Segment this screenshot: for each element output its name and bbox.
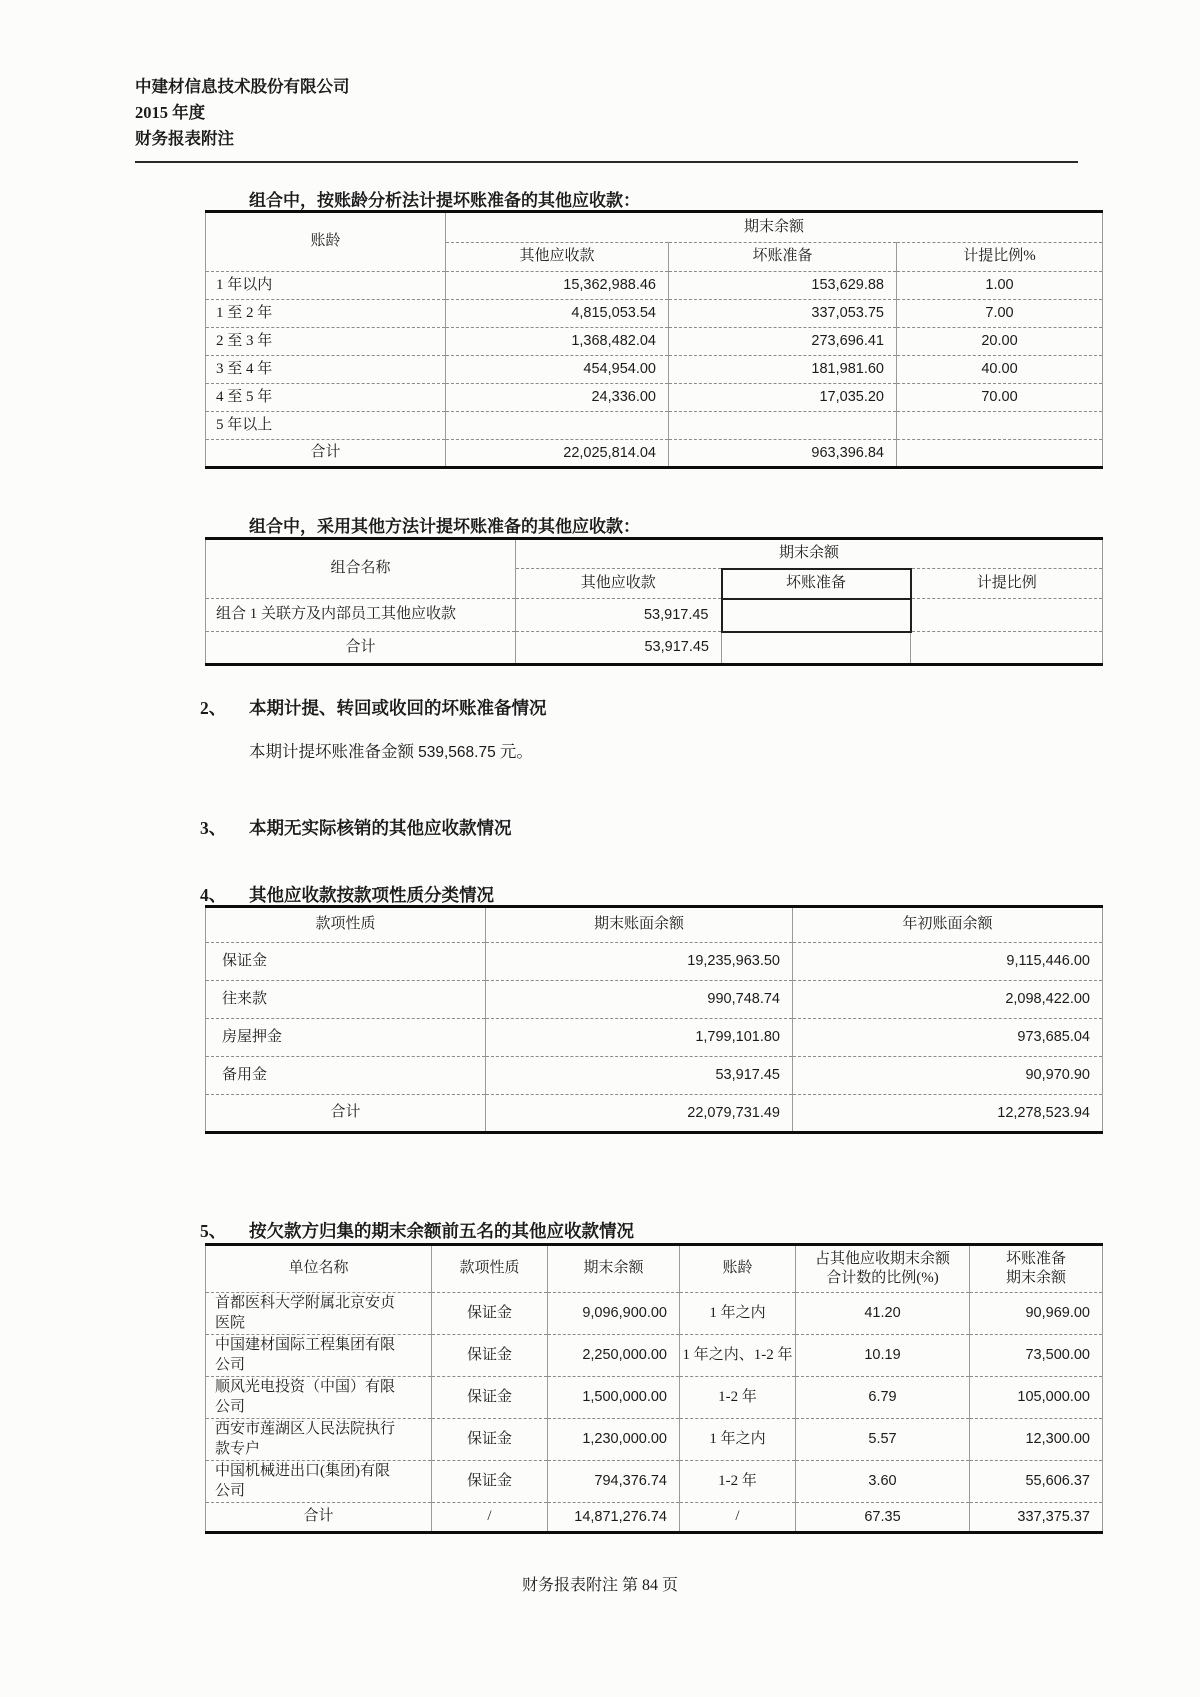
table-cell: 337,053.75 [669,300,897,328]
table-cell: 保证金 [432,1461,548,1503]
section-number: 5、 [200,1221,227,1241]
portfolio-receivable: 53,917.45 [516,599,722,632]
table-row [206,384,1103,412]
section-number: 3、 [200,818,227,838]
portfolio-provision [722,599,911,632]
section-5-heading [200,1218,634,1243]
table-cell: 973,685.04 [793,1019,1103,1057]
header-line: 期末余额 [1005,1270,1066,1286]
table-cell: 19,235,963.50 [486,943,793,981]
column-header-bad-debt-provision: 坏账准备 [722,569,911,599]
document-title: 财务报表附注 [135,129,234,148]
table-cell: 20.00 [897,328,1103,356]
table-cell: 1 至 2 年 [206,300,446,328]
table-cell: 1,368,482.04 [446,328,669,356]
total-nature: / [432,1503,548,1533]
column-header-other-receivables: 其他应收款 [516,569,722,599]
table-cell: 990,748.74 [486,981,793,1019]
column-header-period-end-balance: 期末余额 [446,212,1103,243]
table-cell: 3.60 [796,1461,970,1503]
table-header-row [206,1245,1103,1293]
table-cell: 2,098,422.00 [793,981,1103,1019]
table-cell: 2 至 3 年 [206,328,446,356]
table-row [206,1019,1103,1057]
table-row [206,1419,1103,1461]
table-cell: 9,096,900.00 [548,1293,680,1335]
section-3-heading [200,815,512,840]
company-name: 中建材信息技术股份有限公司 [135,77,350,96]
table-row [206,1293,1103,1335]
table-total-row [206,440,1103,468]
column-header-closing-balance: 期末账面余额 [486,907,793,943]
column-header-nature: 款项性质 [206,907,486,943]
table-cell: 5.57 [796,1419,970,1461]
table-cell: 中国建材国际工程集团有限公司 [206,1335,432,1377]
table-cell: 6.79 [796,1377,970,1419]
table-cell: 保证金 [432,1293,548,1335]
column-header-provision-ratio: 计提比例% [897,243,1103,272]
table-cell: 55,606.37 [970,1461,1103,1503]
table-row [206,599,1103,632]
column-header-bad-debt-provision: 坏账准备 [669,243,897,272]
portfolio-ratio [911,599,1103,632]
total-provision [722,632,911,665]
table-cell: 1,500,000.00 [548,1377,680,1419]
table-row [206,300,1103,328]
table-cell: 15,362,988.46 [446,272,669,300]
table-cell: 1 年以内 [206,272,446,300]
table-row [206,1461,1103,1503]
table-cell: 2,250,000.00 [548,1335,680,1377]
total-ratio [897,440,1103,468]
table-cell: 90,970.90 [793,1057,1103,1095]
fiscal-year: 2015 年度 [135,103,206,122]
table-cell: 12,300.00 [970,1419,1103,1461]
column-header-other-receivables: 其他应收款 [446,243,669,272]
total-label: 合计 [206,1503,432,1533]
table-cell: 41.20 [796,1293,970,1335]
table-cell: 454,954.00 [446,356,669,384]
table-cell: 3 至 4 年 [206,356,446,384]
nature-classification-table [205,905,1103,1134]
table-cell: 保证金 [432,1419,548,1461]
table-cell: 1,230,000.00 [548,1419,680,1461]
table-row [206,356,1103,384]
table-cell: 1 年之内 [680,1419,796,1461]
table-cell: 53,917.45 [486,1057,793,1095]
table-row [206,1335,1103,1377]
column-header-closing-balance: 期末余额 [548,1245,680,1293]
table-row [206,272,1103,300]
table-header-row [206,212,1103,243]
table-cell: 西安市莲湖区人民法院执行款专户 [206,1419,432,1461]
table-cell: 153,629.88 [669,272,897,300]
table-cell: 105,000.00 [970,1377,1103,1419]
table-cell: 1-2 年 [680,1461,796,1503]
total-label: 合计 [206,632,516,665]
table-row [206,981,1103,1019]
table-cell: 1-2 年 [680,1377,796,1419]
aging-table-title: 组合中，按账龄分析法计提坏账准备的其他应收款： [249,191,640,210]
document-header [135,74,1078,163]
table-cell: 1 年之内 [680,1293,796,1335]
table-cell: 1 年之内、1-2 年 [680,1335,796,1377]
other-method-table-title: 组合中，采用其他方法计提坏账准备的其他应收款： [249,517,640,536]
column-header-nature: 款项性质 [432,1245,548,1293]
table-cell [446,412,669,440]
column-header-provision-ratio: 计提比例 [911,569,1103,599]
total-closing: 22,079,731.49 [486,1095,793,1133]
table-cell: 17,035.20 [669,384,897,412]
table-cell [897,412,1103,440]
other-method-table [205,537,1103,666]
table-row [206,943,1103,981]
table-header-row [206,539,1103,569]
top-five-debtors-table [205,1243,1103,1534]
table-cell: 794,376.74 [548,1461,680,1503]
table-cell: 4 至 5 年 [206,384,446,412]
table-row [206,1377,1103,1419]
paragraph-text: 本期计提坏账准备金额 [249,742,419,761]
table-cell: 保证金 [206,943,486,981]
section-heading-text: 按欠款方归集的期末余额前五名的其他应收款情况 [249,1221,634,1241]
table-row [206,412,1103,440]
table-cell: 首都医科大学附属北京安贞医院 [206,1293,432,1335]
table-cell: 1.00 [897,272,1103,300]
section-number: 2、 [200,698,227,718]
table-cell: 5 年以上 [206,412,446,440]
section-2-paragraph [249,738,533,762]
table-cell: 房屋押金 [206,1019,486,1057]
table-cell: 往来款 [206,981,486,1019]
table-cell: 90,969.00 [970,1293,1103,1335]
table-cell: 顺风光电投资（中国）有限公司 [206,1377,432,1419]
column-header-period-end-balance: 期末余额 [516,539,1103,569]
page-footer: 财务报表附注 第 84 页 [521,1577,678,1594]
aging-analysis-table [205,210,1103,469]
paragraph-text: 元。 [495,742,533,761]
table-cell: 73,500.00 [970,1335,1103,1377]
table-total-row [206,632,1103,665]
table-cell: 40.00 [897,356,1103,384]
table-cell: 备用金 [206,1057,486,1095]
table-total-row [206,1503,1103,1533]
table-cell: 中国机械进出口(集团)有限公司 [206,1461,432,1503]
table-cell: 10.19 [796,1335,970,1377]
table-cell [669,412,897,440]
section-heading-text: 其他应收款按款项性质分类情况 [249,885,494,905]
table-cell: 1,799,101.80 [486,1019,793,1057]
column-header-aging: 账龄 [680,1245,796,1293]
total-ratio [911,632,1103,665]
total-receivable: 53,917.45 [516,632,722,665]
total-label: 合计 [206,1095,486,1133]
table-total-row [206,1095,1103,1133]
section-4-heading [200,882,494,907]
header-line: 坏账准备 [1005,1250,1066,1267]
table-cell: 4,815,053.54 [446,300,669,328]
table-cell: 70.00 [897,384,1103,412]
total-aging: / [680,1503,796,1533]
portfolio-name: 组合 1 关联方及内部员工其他应收款 [206,599,516,632]
header-line: 占其他应收期末余额 [814,1250,950,1267]
table-row [206,1057,1103,1095]
table-cell: 7.00 [897,300,1103,328]
section-heading-text: 本期计提、转回或收回的坏账准备情况 [249,698,547,718]
column-header-portfolio-name: 组合名称 [206,539,516,599]
table-header-row [206,907,1103,943]
table-cell: 9,115,446.00 [793,943,1103,981]
total-provision: 337,375.37 [970,1503,1103,1533]
column-header-opening-balance: 年初账面余额 [793,907,1103,943]
total-opening: 12,278,523.94 [793,1095,1103,1133]
section-number: 4、 [200,885,227,905]
section-heading-text: 本期无实际核销的其他应收款情况 [249,818,512,838]
column-header-unit-name: 单位名称 [206,1245,432,1293]
table-cell: 181,981.60 [669,356,897,384]
column-header-aging: 账龄 [206,212,446,272]
column-header-ratio [796,1245,970,1293]
table-cell: 保证金 [432,1335,548,1377]
total-ratio: 67.35 [796,1503,970,1533]
total-provision: 963,396.84 [669,440,897,468]
section-2-heading [200,695,547,720]
column-header-provision-balance [970,1245,1103,1293]
provision-amount: 539,568.75 [418,744,496,761]
table-row [206,328,1103,356]
total-label: 合计 [206,440,446,468]
table-cell: 24,336.00 [446,384,669,412]
total-balance: 14,871,276.74 [548,1503,680,1533]
header-line: 合计数的比例(%) [826,1270,939,1286]
total-receivable: 22,025,814.04 [446,440,669,468]
table-cell: 273,696.41 [669,328,897,356]
table-cell: 保证金 [432,1377,548,1419]
